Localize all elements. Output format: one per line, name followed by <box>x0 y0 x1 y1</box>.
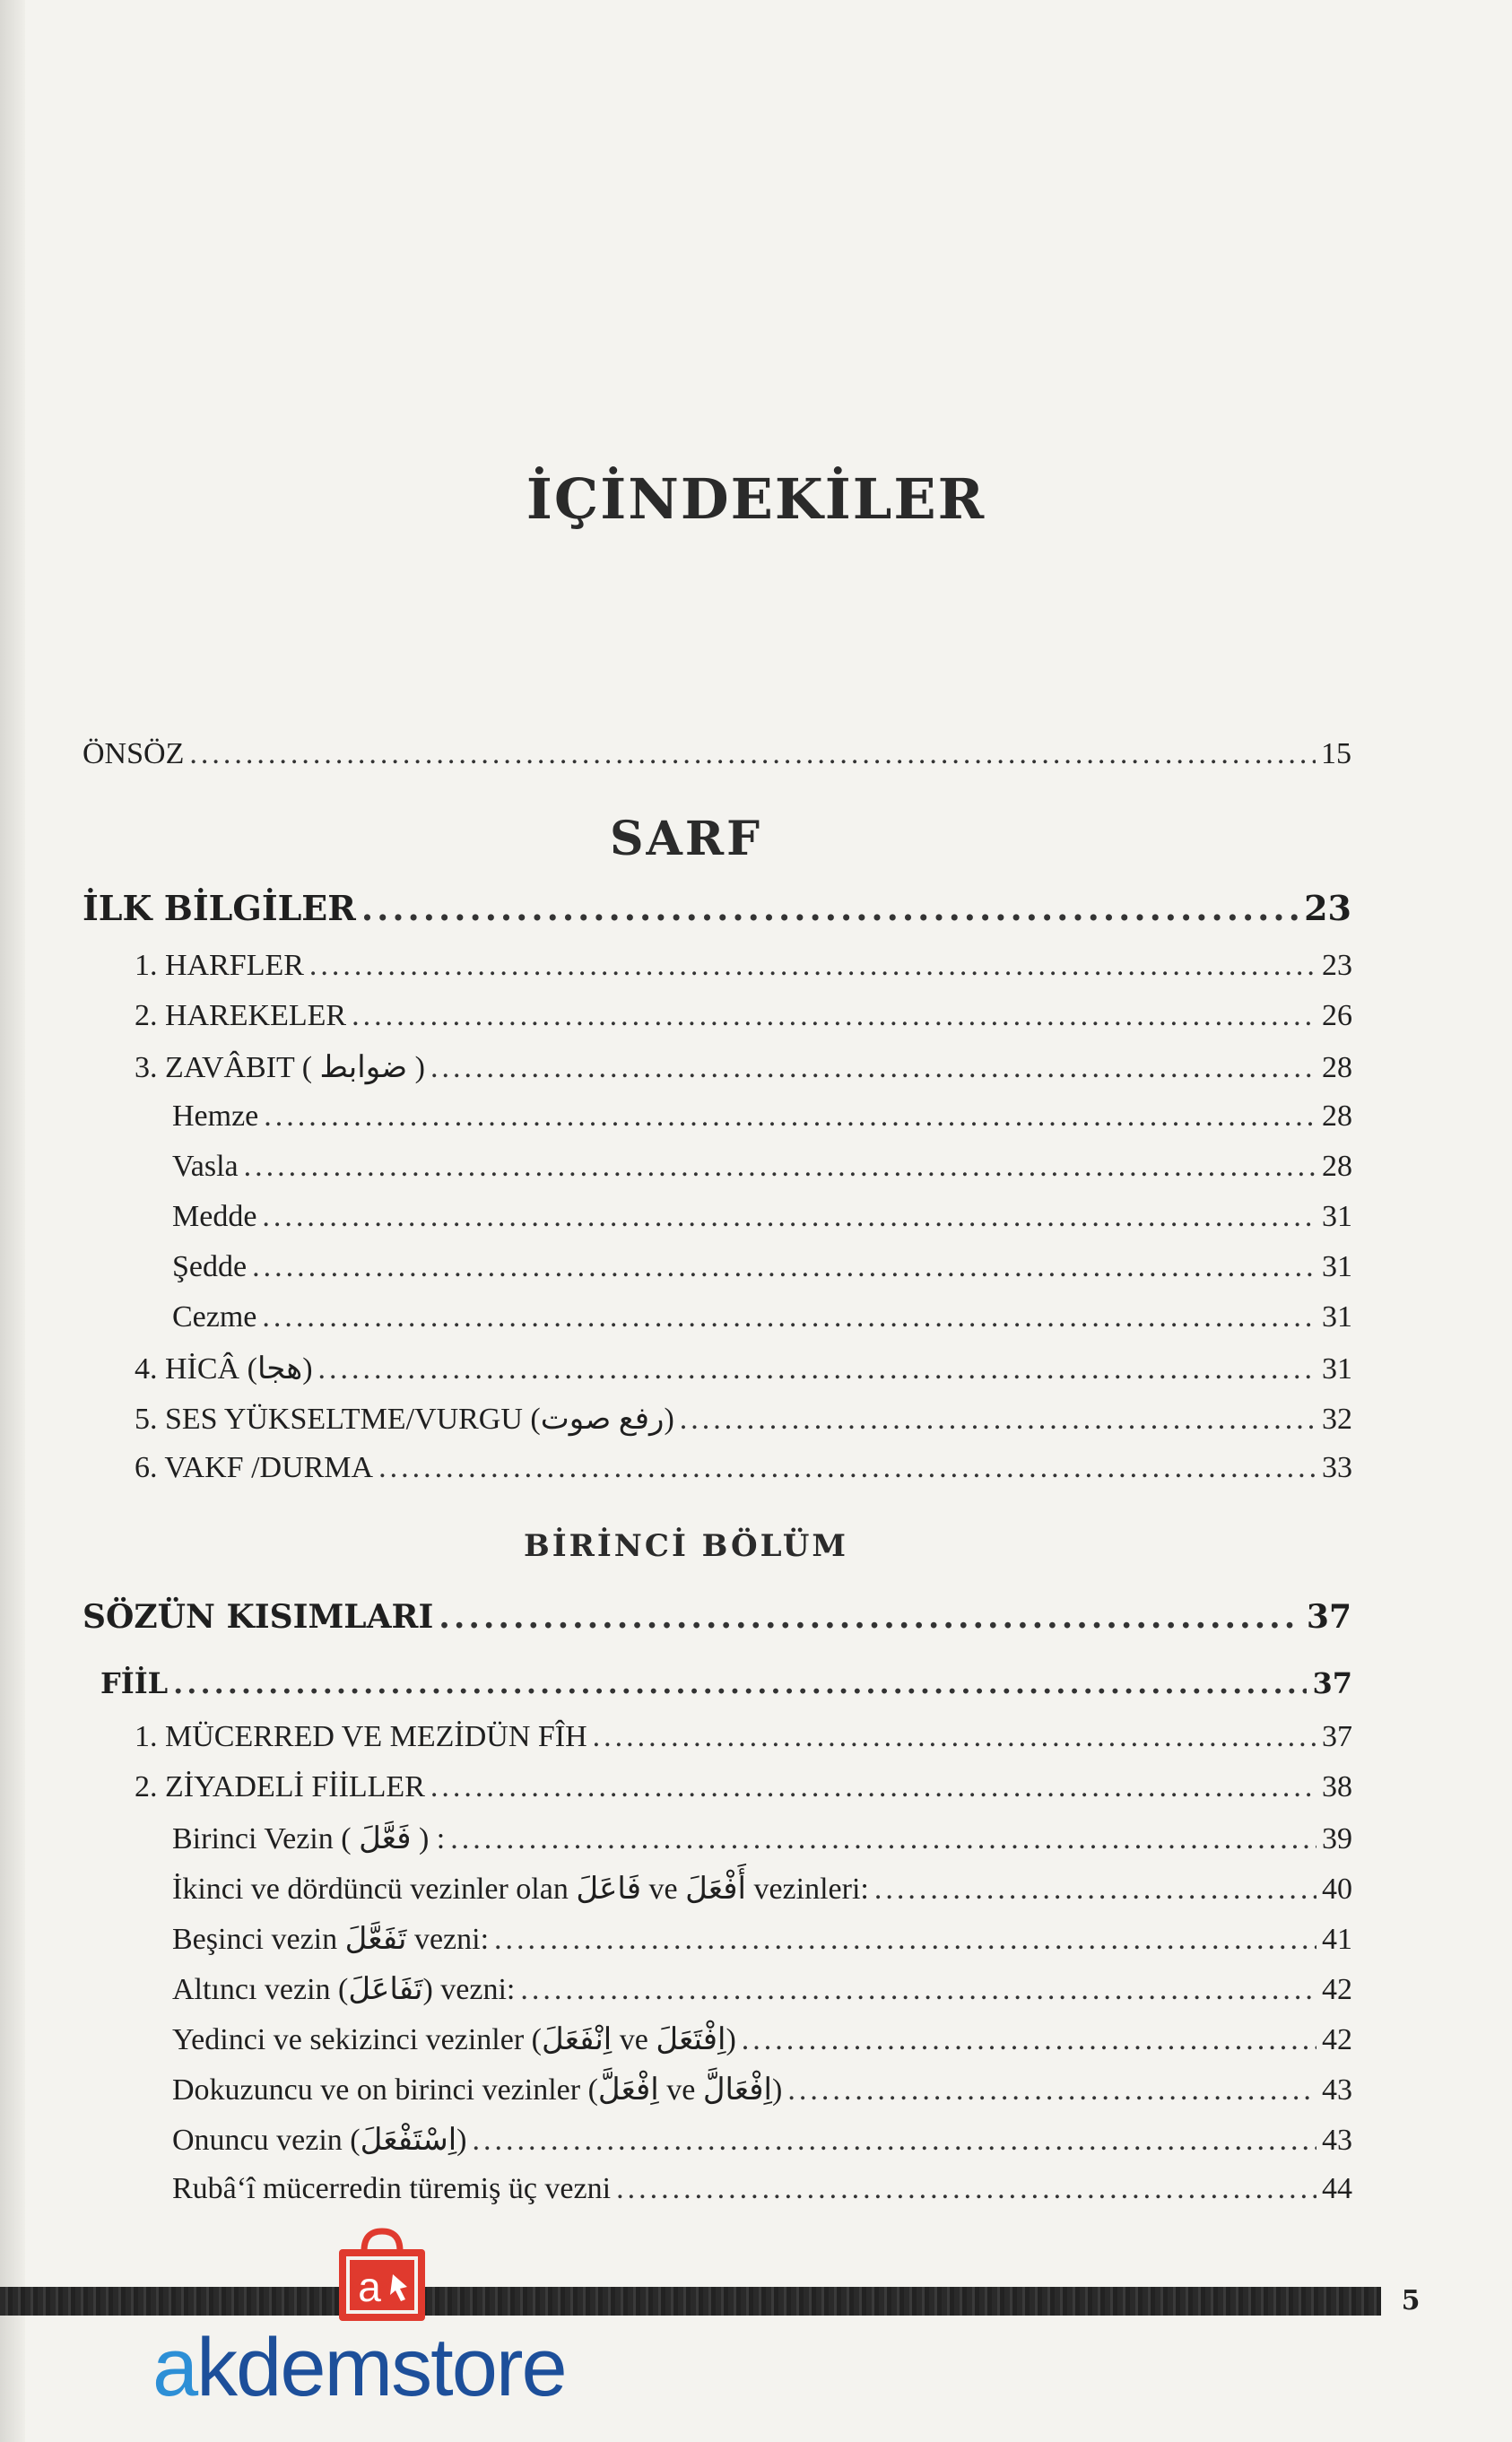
footer-bar <box>0 2287 1381 2316</box>
toc-entry <box>135 999 1352 1033</box>
toc-entry <box>135 1451 1352 1485</box>
toc-entry <box>135 949 1352 983</box>
toc-entry <box>135 1770 1352 1804</box>
leader-dots <box>787 2073 1316 2107</box>
toc-entry-page: 23 <box>1322 949 1352 982</box>
toc-entry-label: Altıncı vezin (تَفَاعَلَ) vezni: <box>172 1973 516 2006</box>
toc-entry <box>135 1720 1352 1754</box>
leader-dots <box>262 1200 1316 1234</box>
toc-entry-page: 15 <box>1321 737 1351 770</box>
toc-entry-page: 23 <box>1304 888 1351 928</box>
toc-entry-page: 31 <box>1322 1352 1352 1386</box>
toc-entry-label: 2. HAREKELER <box>135 999 347 1032</box>
toc-entry-page: 44 <box>1322 2172 1352 2205</box>
toc-entry-label: Beşinci vezin تَفَعَّلَ vezni: <box>172 1923 490 1956</box>
toc-entry-page: 31 <box>1322 1200 1352 1233</box>
toc-subchapter-fiil <box>100 1666 1352 1700</box>
watermark-logo-a: a <box>152 2322 197 2413</box>
toc-entry-page: 28 <box>1322 1099 1352 1133</box>
toc-entry-page: 41 <box>1322 1923 1352 1956</box>
leader-dots <box>352 999 1316 1033</box>
toc-entry-label: 1. HARFLER <box>135 949 304 982</box>
toc-entry-label: 3. ZAVÂBIT ( ضوابط ) <box>135 1051 425 1084</box>
toc-entry-page: 26 <box>1322 999 1352 1032</box>
leader-dots <box>262 1300 1316 1334</box>
toc-entry-page: 32 <box>1322 1403 1352 1436</box>
toc-entry <box>172 1971 1352 2007</box>
leader-dots <box>361 888 1299 928</box>
leader-dots <box>874 1873 1316 1907</box>
leader-dots <box>189 737 1316 771</box>
toc-entry-label: 1. MÜCERRED VE MEZİDÜN FÎH <box>135 1720 587 1753</box>
section-heading-sarf: SARF <box>609 812 763 866</box>
toc-entry-label: 6. VAKF /DURMA <box>135 1451 374 1484</box>
toc-entry <box>172 1200 1352 1234</box>
leader-dots <box>450 1822 1316 1856</box>
toc-entry-page: 39 <box>1322 1822 1352 1855</box>
toc-entry-label: ÖNSÖZ <box>83 737 185 770</box>
leader-dots <box>439 1598 1301 1636</box>
toc-entry-label: Medde <box>172 1200 257 1233</box>
toc-entry-label: SÖZÜN KISIMLARI <box>83 1598 434 1636</box>
toc-entry-label: FİİL <box>100 1666 169 1700</box>
toc-entry <box>172 1150 1352 1184</box>
toc-entry-label: Onuncu vezin (اِسْتَفْعَلَ) <box>172 2124 467 2157</box>
toc-entry-page: 38 <box>1322 1770 1352 1803</box>
toc-entry-label: İLK BİLGİLER <box>83 888 356 928</box>
leader-dots <box>318 1352 1316 1386</box>
toc-entry-onsoz <box>83 737 1351 771</box>
toc-entry-label: Yedinci ve sekizinci vezinler (اِنْفَعَلَ ve اِفْتَعَلَ) <box>172 2023 736 2056</box>
toc-entry <box>172 2172 1352 2206</box>
toc-entry-label: Hemze <box>172 1099 259 1133</box>
leader-dots <box>264 1099 1316 1134</box>
store-bag-letter: a <box>358 2264 381 2310</box>
leader-dots <box>520 1973 1316 2007</box>
toc-entry-page: 33 <box>1322 1451 1352 1484</box>
toc-entry <box>172 1821 1352 1856</box>
leader-dots <box>244 1150 1316 1184</box>
section-heading-birinci-bolum: BİRİNCİ BÖLÜM <box>524 1528 848 1564</box>
page-number: 5 <box>1401 2285 1421 2316</box>
toc-entry <box>172 1921 1352 1957</box>
toc-entry-label: Şedde <box>172 1250 248 1283</box>
leader-dots <box>378 1451 1316 1485</box>
watermark-logo-rest: kdemstore <box>196 2322 566 2413</box>
leader-dots <box>252 1250 1316 1284</box>
toc-entry-page: 42 <box>1322 2023 1352 2056</box>
page-title: İÇİNDEKİLER <box>526 466 986 532</box>
toc-entry <box>172 1871 1352 1907</box>
leader-dots <box>309 949 1316 983</box>
leader-dots <box>494 1923 1316 1957</box>
toc-entry-page: 31 <box>1322 1250 1352 1283</box>
toc-entry-page: 40 <box>1322 1873 1352 1906</box>
toc-entry-page: 43 <box>1322 2124 1352 2157</box>
toc-entry <box>172 1300 1352 1334</box>
toc-entry <box>172 2122 1352 2158</box>
toc-entry-page: 42 <box>1322 1973 1352 2006</box>
leader-dots <box>742 2023 1316 2057</box>
toc-entry <box>135 1049 1352 1085</box>
toc-entry-page: 28 <box>1322 1051 1352 1084</box>
book-spine-shadow <box>0 0 25 2442</box>
leader-dots <box>173 1666 1307 1700</box>
toc-entry-page: 37 <box>1312 1666 1352 1700</box>
toc-entry-label: Dokuzuncu ve on birinci vezinler (اِفْعَلَّ ve اِفْعَالَّ) <box>172 2073 783 2107</box>
leader-dots <box>593 1720 1316 1754</box>
toc-entry <box>172 2072 1352 2107</box>
toc-entry-label: 5. SES YÜKSELTME/VURGU (رفع صوت) <box>135 1403 674 1436</box>
store-bag-icon <box>334 2224 430 2325</box>
toc-entry-label: Cezme <box>172 1300 257 1334</box>
toc-entry-label: 4. HİCÂ (هجا) <box>135 1352 313 1386</box>
toc-entry <box>135 1351 1352 1386</box>
toc-entry-page: 37 <box>1322 1720 1352 1753</box>
toc-chapter-ilk-bilgiler <box>83 888 1351 928</box>
toc-chapter-sozun-kisimlari <box>83 1598 1351 1636</box>
toc-entry-label: Birinci Vezin ( فَعَّلَ ) : <box>172 1822 446 1855</box>
leader-dots <box>430 1770 1316 1804</box>
toc-entry-label: İkinci ve dördüncü vezinler olan فَاعَلَ ve أَفْعَلَ vezinleri: <box>172 1873 869 1906</box>
leader-dots <box>430 1051 1316 1085</box>
leader-dots <box>680 1403 1316 1437</box>
toc-entry <box>172 1099 1352 1134</box>
toc-entry-label: Vasla <box>172 1150 239 1183</box>
toc-entry-page: 37 <box>1306 1598 1351 1636</box>
toc-entry <box>135 1401 1352 1437</box>
toc-entry <box>172 2021 1352 2057</box>
toc-entry-label: Rubâ‘î mücerredin türemiş üç vezni <box>172 2172 612 2205</box>
watermark-logo-text <box>152 2321 566 2415</box>
leader-dots <box>616 2172 1316 2206</box>
toc-entry-page: 31 <box>1322 1300 1352 1334</box>
toc-entry-label: 2. ZİYADELİ FİİLLER <box>135 1770 425 1803</box>
toc-entry-page: 43 <box>1322 2073 1352 2107</box>
leader-dots <box>472 2124 1316 2158</box>
toc-entry <box>172 1250 1352 1284</box>
toc-entry-page: 28 <box>1322 1150 1352 1183</box>
